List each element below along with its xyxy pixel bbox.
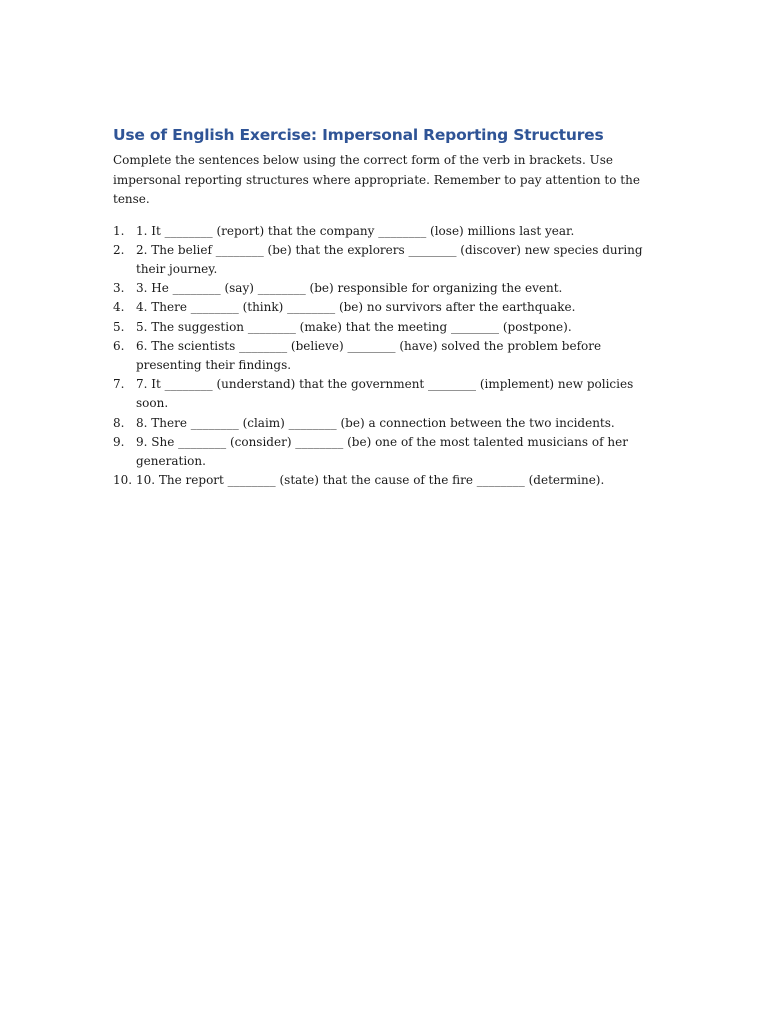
item-text: 9. She ________ (consider) ________ (be) one of the most talented musicians of her generation. bbox=[136, 434, 628, 468]
item-number: 1. bbox=[113, 223, 125, 238]
item-text: 5. The suggestion ________ (make) that the meeting ________ (postpone). bbox=[136, 319, 572, 334]
list-item bbox=[113, 279, 643, 298]
list-item bbox=[113, 414, 643, 433]
item-number: 4. bbox=[113, 300, 125, 315]
list-item bbox=[113, 375, 643, 413]
list-item bbox=[113, 471, 643, 490]
item-text: 6. The scientists ________ (believe) ________ (have) solved the problem before presenting their findings. bbox=[136, 338, 602, 372]
item-number: 8. bbox=[113, 415, 125, 430]
list-item bbox=[113, 298, 643, 317]
list-item bbox=[113, 222, 643, 241]
list-item bbox=[113, 337, 643, 375]
item-text: 7. It ________ (understand) that the government ________ (implement) new policies soon. bbox=[136, 377, 634, 411]
list-item bbox=[113, 433, 643, 471]
item-number: 6. bbox=[113, 338, 125, 353]
item-number: 2. bbox=[113, 242, 125, 257]
item-text: 3. He ________ (say) ________ (be) responsible for organizing the event. bbox=[136, 281, 563, 296]
item-number: 5. bbox=[113, 319, 125, 334]
item-text: 4. There ________ (think) ________ (be) no survivors after the earthquake. bbox=[136, 300, 576, 315]
exercise-list bbox=[113, 222, 643, 491]
document-body bbox=[113, 124, 643, 490]
item-number: 9. bbox=[113, 434, 125, 449]
list-item bbox=[113, 318, 643, 337]
item-number: 3. bbox=[113, 281, 125, 296]
item-number: 10. bbox=[113, 473, 133, 488]
item-text: 10. The report ________ (state) that the cause of the fire ________ (determine). bbox=[136, 473, 605, 488]
item-number: 7. bbox=[113, 377, 125, 392]
instructions-paragraph: Complete the sentences below using the correct form of the verb in brackets. Use impersonal reporting structures where appropriate. Remember to pay attention to the tense. bbox=[113, 153, 640, 206]
item-text: 2. The belief ________ (be) that the explorers ________ (discover) new species during their journey. bbox=[136, 242, 643, 276]
list-item bbox=[113, 241, 643, 279]
item-text: 8. There ________ (claim) ________ (be) a connection between the two incidents. bbox=[136, 415, 615, 430]
document-title: Use of English Exercise: Impersonal Reporting Structures bbox=[113, 126, 604, 144]
item-text: 1. It ________ (report) that the company ________ (lose) millions last year. bbox=[136, 223, 575, 238]
